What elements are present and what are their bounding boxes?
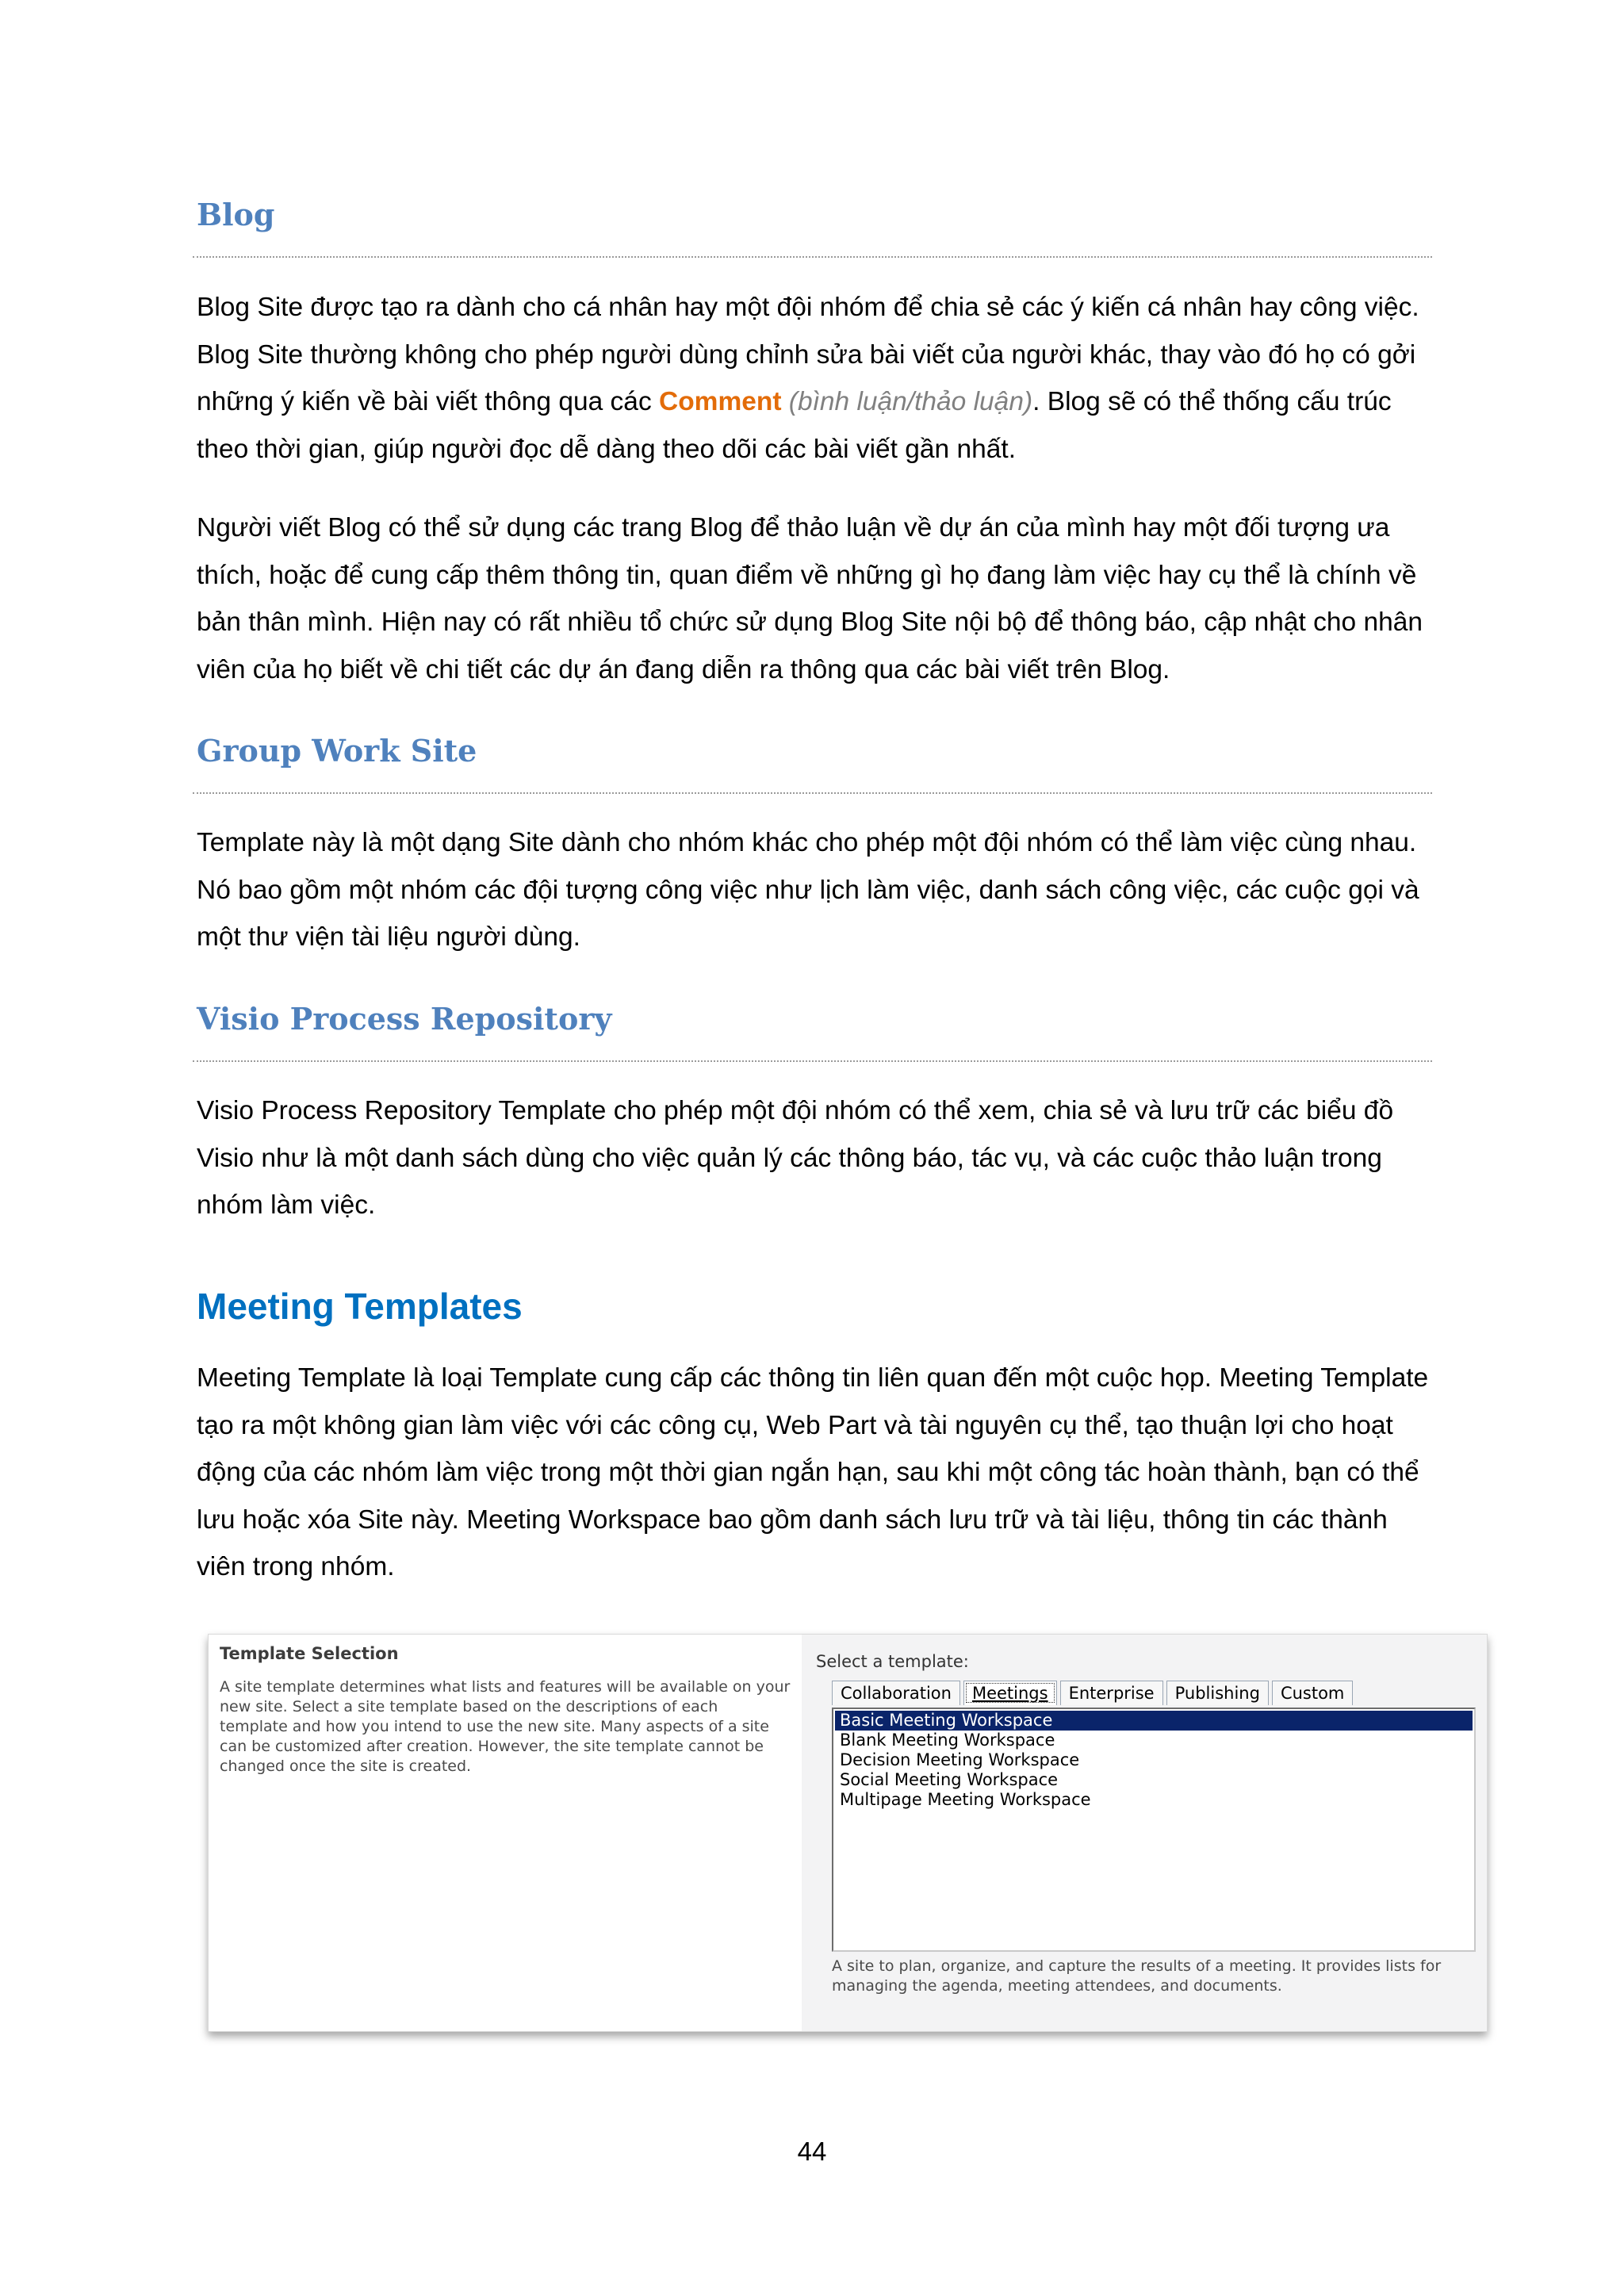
section-heading-group-work: Group Work Site bbox=[197, 733, 477, 769]
section-heading-visio: Visio Process Repository bbox=[197, 1001, 612, 1037]
page-number: 44 bbox=[797, 2137, 827, 2166]
template-option[interactable]: Multipage Meeting Workspace bbox=[840, 1790, 1091, 1809]
comment-note: (bình luận/thảo luận) bbox=[788, 387, 1033, 416]
template-option[interactable]: Social Meeting Workspace bbox=[840, 1770, 1059, 1789]
template-picker bbox=[802, 1635, 1487, 2031]
template-selection-description: A site template determines what lists and features will be available on your new site. Select a site template based on the descriptions of each template and how you intend to use the new site. Many aspects of a site can be customized after creation. However, the site template cannot be changed once the site is created. bbox=[220, 1678, 791, 1775]
comment-term: Comment bbox=[659, 387, 782, 416]
tab-collaboration[interactable]: Collaboration bbox=[832, 1681, 960, 1705]
section-divider bbox=[193, 256, 1432, 258]
template-tabs bbox=[832, 1681, 1356, 1706]
section-divider bbox=[193, 792, 1432, 794]
template-option[interactable]: Basic Meeting Workspace bbox=[835, 1711, 1473, 1731]
select-template-label: Select a template: bbox=[816, 1652, 969, 1671]
section-heading-blog: Blog bbox=[197, 197, 275, 232]
group-work-paragraph: Template này là một dạng Site dành cho nhóm khác cho phép một đội nhóm có thể làm việc cùng nhau. Nó bao gồm một nhóm các đội tượng công việc như lịch làm việc, danh sách công việc, các cuộc gọi và một thư viện tài liệu người dùng. bbox=[197, 828, 1419, 952]
tab-publishing[interactable]: Publishing bbox=[1166, 1681, 1269, 1705]
template-option[interactable]: Decision Meeting Workspace bbox=[840, 1750, 1080, 1769]
visio-paragraph: Visio Process Repository Template cho phép một đội nhóm có thể xem, chia sẻ và lưu trữ các biểu đồ Visio như là một danh sách dùng cho việc quản lý các thông báo, tác vụ, và các cuộc thảo luận trong nhóm làm việc. bbox=[197, 1096, 1394, 1220]
template-selection-screenshot bbox=[208, 1634, 1488, 2032]
section-title-meeting-templates: Meeting Templates bbox=[197, 1286, 523, 1327]
template-listbox[interactable] bbox=[832, 1708, 1476, 1952]
blog-paragraph-1-text-a: Blog Site được tạo ra dành cho cá nhân hay một đội nhóm để chia sẻ các ý kiến cá nhân hay công việc. Blog Site thường không cho phép người dùng chỉnh sửa bài viết của người khác, thay vào đó họ có gởi những ý kiến về bài viết thông qua các bbox=[197, 293, 1419, 416]
blog-paragraph-1 bbox=[197, 284, 1442, 473]
tab-meetings[interactable]: Meetings bbox=[963, 1681, 1057, 1705]
blog-paragraph-2: Người viết Blog có thể sử dụng các trang Blog để thảo luận về dự án của mình hay một đối tượng ưa thích, hoặc để cung cấp thêm thông tin, quan điểm về những gì họ đang làm việc hay cụ thể là chính về bản thân mình. Hiện nay có rất nhiều tổ chức sử dụng Blog Site nội bộ để thông báo, cập nhật cho nhân viên của họ biết về chi tiết các dự án đang diễn ra thông qua các bài viết trên Blog. bbox=[197, 513, 1423, 684]
template-selection-title: Template Selection bbox=[220, 1644, 399, 1663]
template-selection-panel bbox=[209, 1635, 802, 2031]
blog-paragraph-1-text-b: . Blog sẽ có thể thống cấu trúc theo thời gian, giúp người đọc dễ dàng theo dõi các bài viết gần nhất. bbox=[197, 387, 1392, 464]
meeting-paragraph: Meeting Template là loại Template cung cấp các thông tin liên quan đến một cuộc họp. Meeting Template tạo ra một không gian làm việc với các công cụ, Web Part và tài nguyên cụ thể, tạo thuận lợi cho hoạt động của các nhóm làm việc trong một thời gian ngắn hạn, sau khi một công tác hoàn thành, bạn có thể lưu hoặc xóa Site này. Meeting Workspace bao gồm danh sách lưu trữ và tài liệu, thông tin các thành viên trong nhóm. bbox=[197, 1363, 1429, 1581]
template-description: A site to plan, organize, and capture the results of a meeting. It provides lists for managing the agenda, meeting attendees, and documents. bbox=[832, 1957, 1442, 1995]
blog-paragraph-1-gap bbox=[781, 387, 788, 416]
template-option[interactable]: Blank Meeting Workspace bbox=[840, 1731, 1055, 1750]
tab-custom[interactable]: Custom bbox=[1272, 1681, 1353, 1705]
tab-enterprise[interactable]: Enterprise bbox=[1060, 1681, 1163, 1705]
section-divider bbox=[193, 1060, 1432, 1062]
